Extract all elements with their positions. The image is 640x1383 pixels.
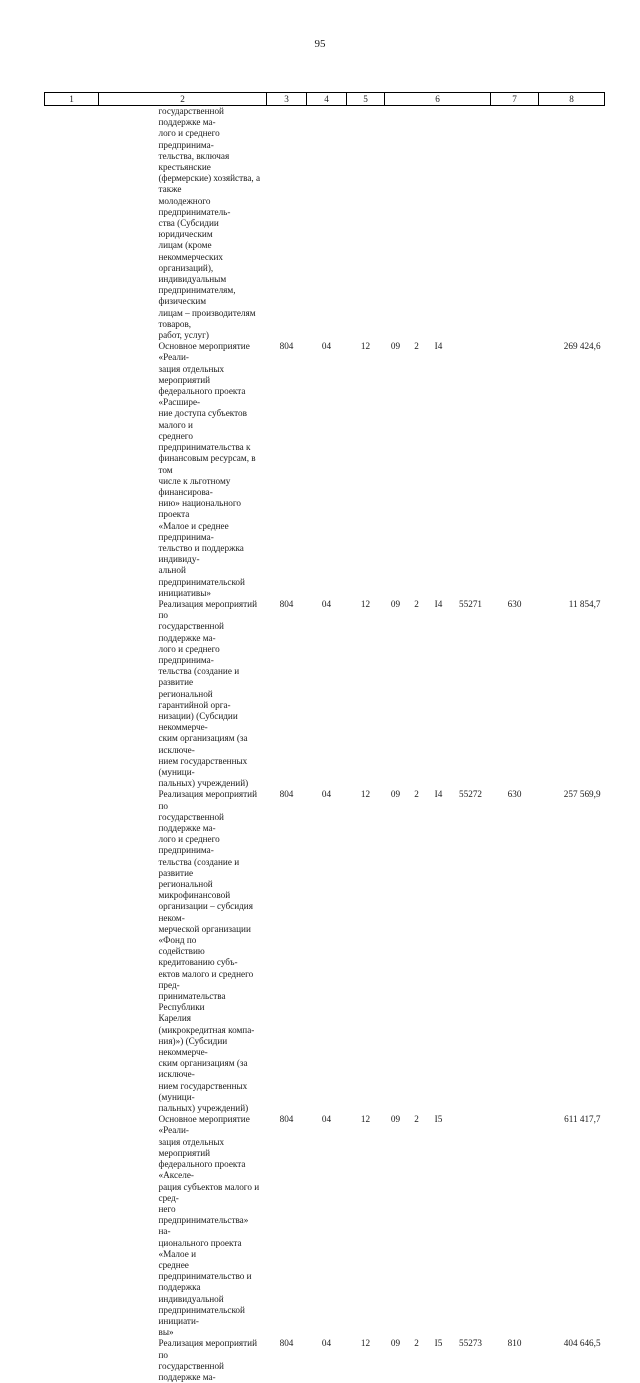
- row-section-code: [307, 106, 347, 342]
- row-program-code: 09: [390, 1338, 401, 1349]
- row-expense-code: [451, 1114, 491, 1338]
- row-expense-code: [451, 106, 491, 342]
- row-description: государственной поддержке ма- лого и среднего предпринима- тельства, включая крестьянские (фермерские) хозяйства, а также молодежного предприниматель- ства (Субсидии юридическим лицам (кроме некоммерческих организаций), индивидуальным предпринимателям, физическим лицам – производителям товаров, работ, услуг): [158, 106, 261, 341]
- budget-table: [44, 92, 605, 1383]
- header-col-1: 1: [45, 93, 99, 106]
- row-expense-type: [491, 341, 539, 599]
- row-expense-type: 630: [507, 789, 522, 800]
- row-col-1: [45, 789, 99, 1114]
- header-col-3: 3: [267, 93, 307, 106]
- row-expense-code: 55272: [459, 789, 482, 800]
- row-amount: 404 646,5: [563, 1338, 601, 1349]
- row-description: Реализация мероприятий по государственной поддержке ма-: [158, 1338, 257, 1382]
- row-project-code: [427, 106, 451, 342]
- row-program-code: 09: [390, 1114, 401, 1125]
- table-row: [45, 341, 605, 599]
- row-project-code: I5: [434, 1338, 443, 1349]
- row-program-code: [385, 106, 407, 342]
- table-row: [45, 789, 605, 1114]
- row-amount: 257 569,9: [563, 789, 601, 800]
- table-row: [45, 1338, 605, 1383]
- row-col-1: [45, 341, 99, 599]
- row-description: Основное мероприятие «Реали- зация отдельных мероприятий федерального проекта «Акселе- рация субъектов малого и сред- него предпринимательства» на- ционального проекта «Малое и среднее предпринимательство и поддержка индивидуальной предпринимательской инициати- вы»: [158, 1114, 260, 1338]
- row-subprogram-code: 2: [414, 598, 419, 609]
- row-section-code: 04: [321, 1338, 332, 1349]
- table-row: [45, 106, 605, 342]
- row-subprogram-code: 2: [414, 1338, 419, 1349]
- row-amount: 269 424,6: [563, 341, 601, 352]
- row-col-1: [45, 1114, 99, 1338]
- row-expense-type: [491, 106, 539, 342]
- row-subsection-code: 12: [360, 598, 371, 609]
- row-project-code: I4: [434, 789, 443, 800]
- page-number: 95: [314, 38, 326, 50]
- row-project-code: I5: [434, 1114, 443, 1125]
- header-col-5: 5: [347, 93, 385, 106]
- row-col-1: [45, 1338, 99, 1383]
- header-col-8: 8: [539, 93, 605, 106]
- table-row: [45, 599, 605, 789]
- row-ministry-code: 804: [279, 1114, 294, 1125]
- row-amount: 11 854,7: [568, 598, 601, 609]
- row-program-code: 09: [390, 341, 401, 352]
- row-section-code: 04: [321, 1114, 332, 1125]
- row-ministry-code: [267, 106, 307, 342]
- row-subsection-code: 12: [360, 341, 371, 352]
- row-subsection-code: 12: [360, 789, 371, 800]
- row-col-1: [45, 599, 99, 789]
- row-subprogram-code: 2: [414, 1114, 419, 1125]
- row-amount: 611 417,7: [564, 1114, 601, 1125]
- row-expense-type: 630: [507, 598, 522, 609]
- header-col-7: 7: [491, 93, 539, 106]
- row-expense-code: [451, 341, 491, 599]
- row-subprogram-code: 2: [414, 789, 419, 800]
- row-subprogram-code: [407, 106, 427, 342]
- header-col-6: 6: [385, 93, 491, 106]
- row-amount: [539, 106, 605, 342]
- row-ministry-code: 804: [279, 789, 294, 800]
- row-section-code: 04: [321, 789, 332, 800]
- row-expense-type: [491, 1114, 539, 1338]
- row-section-code: 04: [321, 341, 332, 352]
- row-program-code: 09: [390, 598, 401, 609]
- row-subsection-code: 12: [360, 1338, 371, 1349]
- row-subsection-code: [347, 106, 385, 342]
- header-col-2: 2: [99, 93, 267, 106]
- row-project-code: I4: [434, 341, 443, 352]
- row-ministry-code: 804: [279, 341, 294, 352]
- row-description: Реализация мероприятий по государственной поддержке ма- лого и среднего предпринима- тельства (создание и развитие региональной гарантийной орга- низации) (Субсидии некоммерче- ским организациям (за исключе- нием государственных (муници- пальных) учреждений): [158, 598, 257, 789]
- row-subprogram-code: 2: [414, 341, 419, 352]
- table-header-row: [45, 93, 605, 106]
- row-subsection-code: 12: [360, 1114, 371, 1125]
- row-description: Основное мероприятие «Реали- зация отдельных мероприятий федерального проекта «Расшире- ние доступа субъектов малого и среднего предпринимательства к финансовым ресурсам, в том числе к льготному финансирова- нию» национального проекта «Малое и среднее предпринима- тельство и поддержка индивиду- альной предпринимательской инициативы»: [158, 341, 256, 598]
- row-section-code: 04: [321, 598, 332, 609]
- row-program-code: 09: [390, 789, 401, 800]
- header-col-4: 4: [307, 93, 347, 106]
- table-row: [45, 1114, 605, 1338]
- row-description: Реализация мероприятий по государственной поддержке ма- лого и среднего предпринима- тельства (создание и развитие региональной микрофинансовой организации – субсидия неком- мерческой организации «Фонд по содействию кредитованию субъ- ектов малого и среднего пред- принимательства Республики Карелия (микрокредитная компа- ния)») (Субсидии некоммерче- ским организациям (за исключе- нием государственных (муници- пальных) учреждений): [158, 789, 257, 1114]
- row-col-1: [45, 106, 99, 342]
- row-expense-code: 55273: [459, 1338, 482, 1349]
- row-project-code: I4: [434, 598, 443, 609]
- row-ministry-code: 804: [279, 598, 294, 609]
- row-expense-code: 55271: [459, 598, 482, 609]
- row-ministry-code: 804: [279, 1338, 294, 1349]
- row-expense-type: 810: [507, 1338, 522, 1349]
